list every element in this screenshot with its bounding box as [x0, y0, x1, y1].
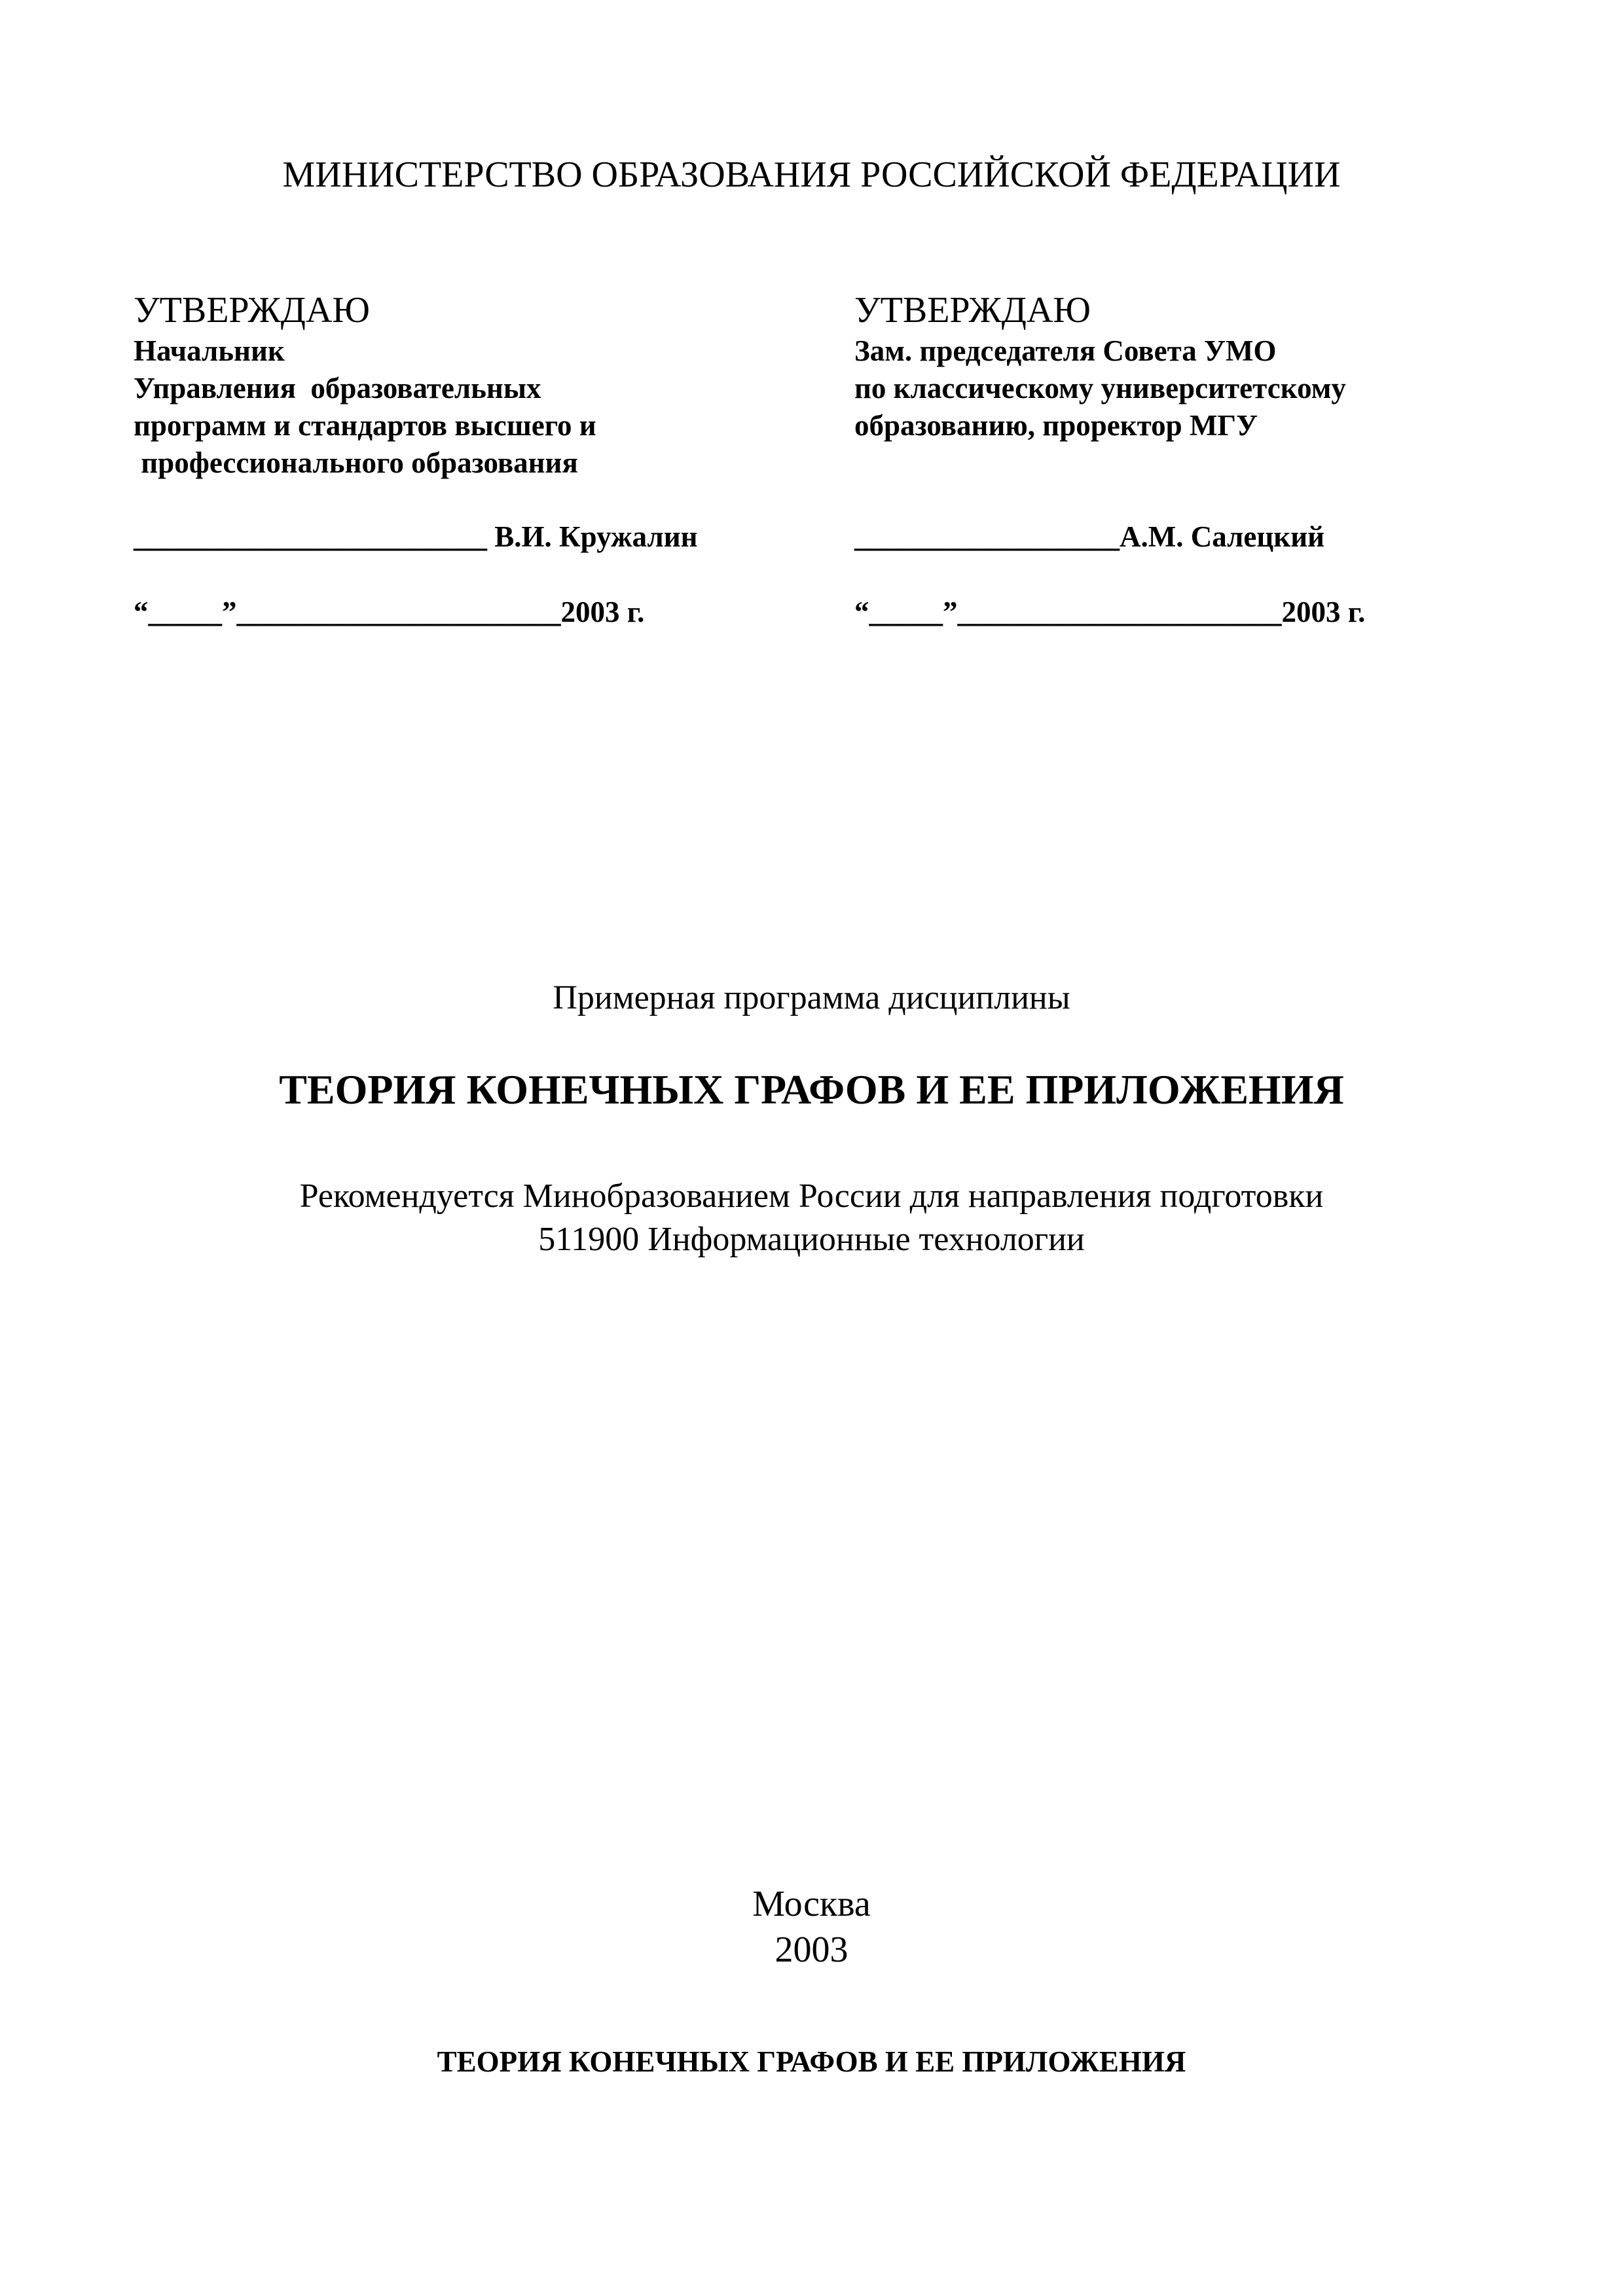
approver-title-line: образованию, проректор МГУ	[854, 409, 1258, 442]
publication-city: Москва	[752, 1884, 871, 1924]
approver-title-line: Управления образовательных	[134, 372, 541, 404]
approver-title-line: Начальник	[134, 334, 285, 367]
approver-title-line: профессионального образования	[134, 446, 578, 479]
approval-block-right	[854, 288, 1346, 444]
approve-label-left: УТВЕРЖДАЮ	[134, 290, 370, 331]
recommendation-text	[0, 1175, 1623, 1261]
next-page-title: ТЕОРИЯ КОНЕЧНЫХ ГРАФОВ И ЕЕ ПРИЛОЖЕНИЯ	[437, 2045, 1186, 2078]
approve-label-right: УТВЕРЖДАЮ	[854, 290, 1091, 331]
approver-title-line: программ и стандартов высшего и	[134, 409, 596, 442]
publication-year: 2003	[775, 1929, 848, 1970]
signature-line-left: ________________________ В.И. Кружалин	[134, 520, 698, 553]
document-title: ТЕОРИЯ КОНЕЧНЫХ ГРАФОВ И ЕЕ ПРИЛОЖЕНИЯ	[279, 1066, 1344, 1113]
date-line-right: “_____”______________________2003 г.	[854, 596, 1366, 628]
ministry-header: МИНИСТЕРСТВО ОБРАЗОВАНИЯ РОССИЙСКОЙ ФЕДЕРАЦИИ	[282, 154, 1341, 195]
recommendation-line: Рекомендуется Минобразованием России для направления подготовки	[299, 1177, 1324, 1215]
program-subtitle: Примерная программа дисциплины	[553, 979, 1070, 1016]
approver-title-line: по классическому университетскому	[854, 372, 1346, 404]
approval-block-left	[134, 288, 596, 482]
signature-line-right: __________________А.М. Салецкий	[854, 520, 1325, 553]
approver-title-line: Зам. председателя Совета УМО	[854, 334, 1277, 367]
recommendation-line: 511900 Информационные технологии	[538, 1221, 1085, 1258]
date-line-left: “_____”______________________2003 г.	[134, 596, 645, 628]
